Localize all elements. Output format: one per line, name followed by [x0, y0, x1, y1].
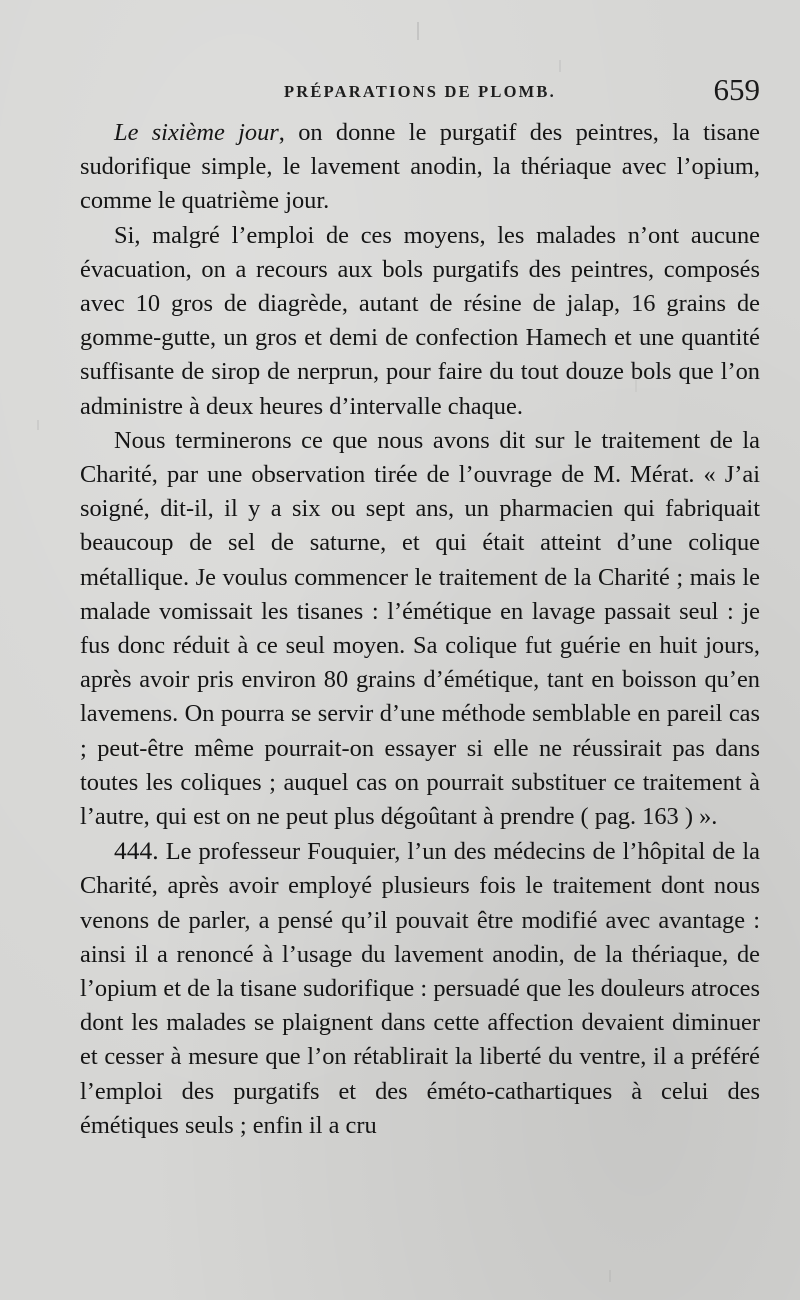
paragraph-text: Nous terminerons ce que nous avons dit sur le traitement de la Charité, par une observation tirée de l’ouvrage de M. Mérat. « J’ai soigné, dit-il, il y a six ou sept ans, un pharmacien qui fabriquait beaucoup de sel de saturne, et qui était atteint d’une colique métallique. Je voulus commencer le traitement de la Charité ; mais le malade vomissait les tisanes : l’émétique en lavage passait seul : je fus donc réduit à ce seul moyen. Sa colique fut guérie en huit jours, après avoir pris environ 80 grains d’émétique, tant en boisson qu’en lavemens. On pourra se servir d’une méthode semblable en pareil cas ; peut-être même pourrait-on essayer si elle ne réussirait pas dans toutes les coliques ; auquel cas on pourrait substituer ce traitement à l’autre, qui est on ne peut plus dégoûtant à prendre ( pag. 163 ) ».	[80, 426, 760, 831]
page-number: 659	[713, 72, 760, 107]
body-text	[80, 116, 760, 1143]
paragraph-text: Si, malgré l’emploi de ces moyens, les malades n’ont aucune évacuation, on a recours aux bols purgatifs des peintres, composés avec 10 gros de diagrède, autant de résine de jalap, 16 grains de gomme-gutte, un gros et demi de confection Hamech et une quantité suffisante de sirop de nerprun, pour faire du tout douze bols que l’on administre à deux heures d’intervalle chaque.	[80, 221, 760, 420]
paragraph-sixth-day	[80, 116, 760, 219]
paragraph-lead-italic: Le sixième jour	[114, 119, 279, 146]
paragraph-purgative-bolus	[80, 219, 760, 424]
paragraph-text: , on donne le purgatif des peintres, la tisane sudorifique simple, le lavement anodin, la thériaque avec l’opium, comme le quatrième jour.	[80, 119, 760, 215]
running-title: PRÉPARATIONS DE PLOMB.	[284, 82, 556, 101]
running-head	[80, 72, 760, 112]
paragraph-number: 444.	[114, 836, 159, 866]
paragraph-444	[80, 834, 760, 1143]
paragraph-text: Le professeur Fouquier, l’un des médecins de l’hôpital de la Charité, après avoir employé plusieurs fois le traitement dont nous venons de parler, a pensé qu’il pouvait être modifié avec avantage : ainsi il a renoncé à l’usage du lavement anodin, de la thériaque, de l’opium et de la tisane sudorifique : persuadé que les douleurs atroces dont les malades se plaignent dans cette affection devaient diminuer et cesser à mesure que l’on rétablirait la liberté du ventre, il a préféré l’emploi des purgatifs et des éméto-cathartiques à celui des émétiques seuls ; enfin il a cru	[80, 838, 760, 1139]
paragraph-merat-observation	[80, 424, 760, 834]
